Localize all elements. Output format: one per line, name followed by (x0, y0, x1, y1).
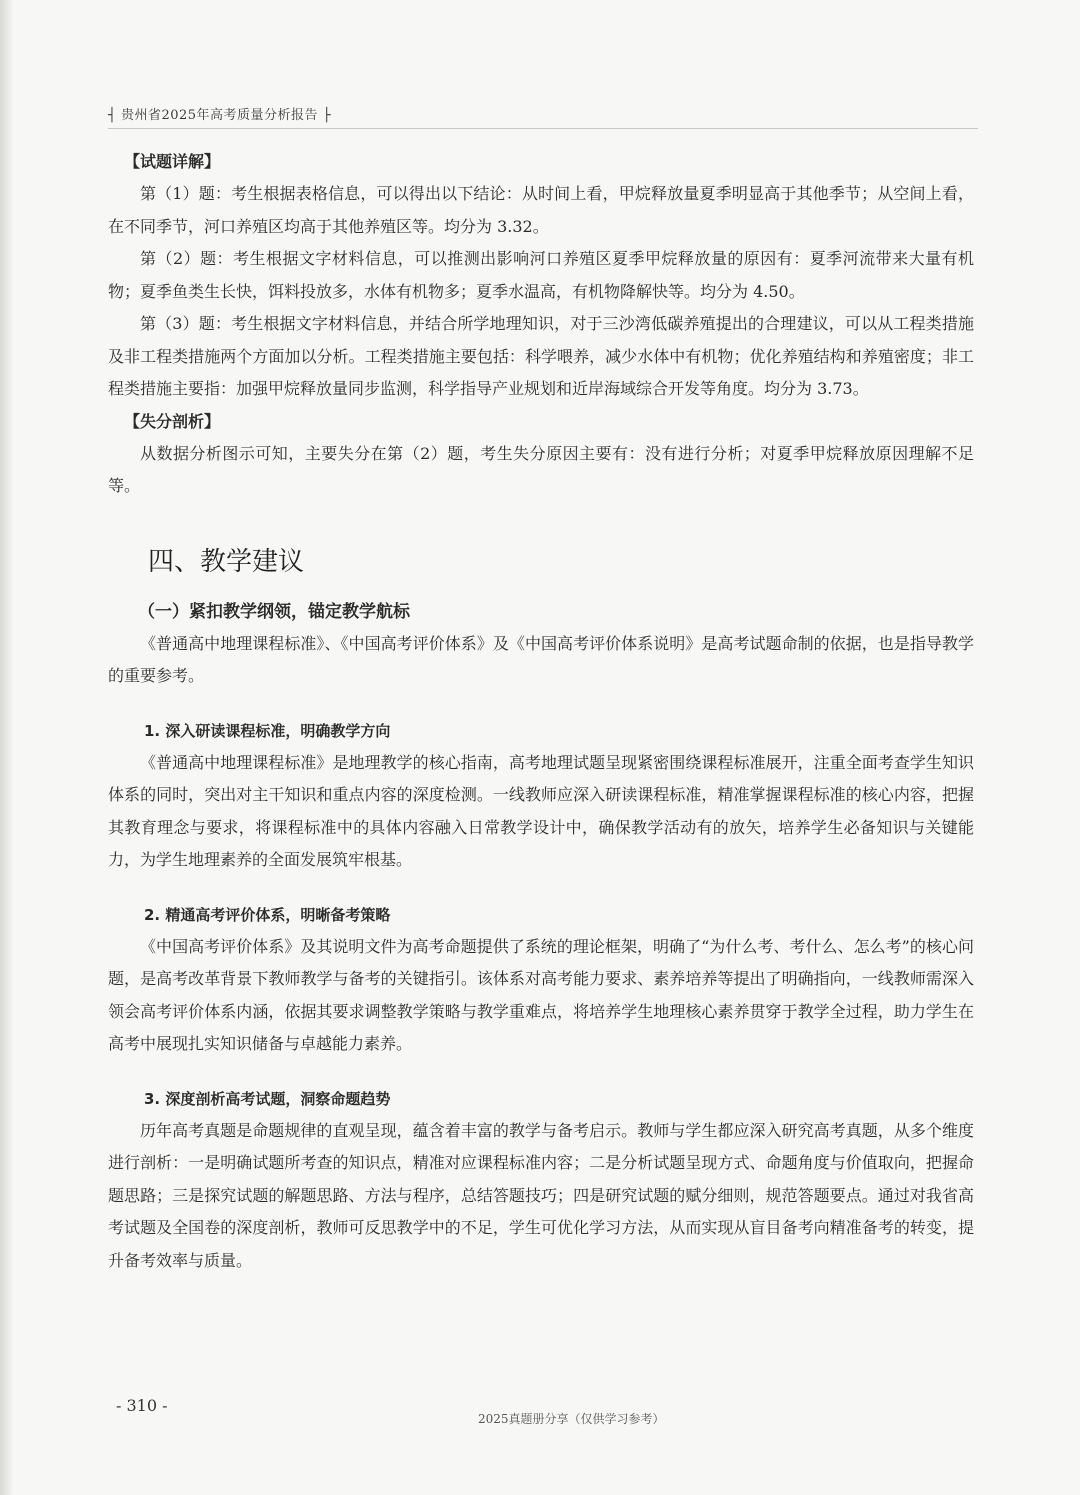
explain-paragraph-2: 第（2）题：考生根据文字材料信息，可以推测出影响河口养殖区夏季甲烷释放量的原因有：夏季河流带来大量有机物；夏季鱼类生长快，饵料投放多，水体有机物多；夏季水温高，有机物降解快等。均分为 4.50。 (108, 249, 974, 301)
footer-note: 2025真题册分享（仅供学习参考） (478, 1412, 665, 1426)
explain-paragraph-1: 第（1）题：考生根据表格信息，可以得出以下结论：从时间上看，甲烷释放量夏季明显高于其他季节；从空间上看，在不同季节，河口养殖区均高于其他养殖区等。均分为 3.32。 (108, 184, 974, 236)
item-text-2: 《中国高考评价体系》及其说明文件为高考命题提供了系统的理论框架，明确了“为什么考、考什么、怎么考”的核心问题，是高考改革背景下教师教学与备考的关键指引。该体系对高考能力要求、素养培养等提出了明确指向，一线教师需深入领会高考评价体系内涵，依据其要求调整教学策略与教学重难点，将培养学生地理核心素养贯穿于教学全过程，助力学生在高考中展现扎实知识储备与卓越能力素养。 (108, 936, 974, 1053)
section-title: 四、教学建议 (148, 546, 305, 577)
page-content (108, 146, 974, 1277)
running-header: ┤ 贵州省2025年高考质量分析报告 ├ (108, 108, 332, 123)
subsection-intro: 《普通高中地理课程标准》、《中国高考评价体系》及《中国高考评价体系说明》是高考试题命制的依据，也是指导教学的重要参考。 (108, 633, 974, 685)
header-rule (108, 128, 978, 129)
page-number: - 310 - (116, 1396, 168, 1415)
item-title-3: 3. 深度剖析高考试题，洞察命题趋势 (144, 1089, 391, 1108)
page-edge-shadow (0, 0, 14, 1495)
loss-paragraph: 从数据分析图示可知，主要失分在第（2）题，考生失分原因主要有：没有进行分析；对夏季甲烷释放原因理解不足等。 (108, 443, 974, 495)
item-text-3: 历年高考真题是命题规律的直观呈现，蕴含着丰富的教学与备考启示。教师与学生都应深入研究高考真题，从多个维度进行剖析：一是明确试题所考查的知识点，精准对应课程标准内容；二是分析试题呈现方式、命题角度与价值取向，把握命题思路；三是探究试题的解题思路、方法与程序，总结答题技巧；四是研究试题的赋分细则，规范答题要点。通过对我省高考试题及全国卷的深度剖析，教师可反思教学中的不足，学生可优化学习方法，从而实现从盲目备考向精准备考的转变，提升备考效率与质量。 (108, 1120, 974, 1270)
item-text-1: 《普通高中地理课程标准》是地理教学的核心指南，高考地理试题呈现紧密围绕课程标准展开，注重全面考查学生知识体系的同时，突出对主干知识和重点内容的深度检测。一线教师应深入研读课程标准，精准掌握课程标准的核心内容，把握其教育理念与要求，将课程标准中的具体内容融入日常教学设计中，确保教学活动有的放矢，培养学生必备知识与关键能力，为学生地理素养的全面发展筑牢根基。 (108, 752, 974, 869)
header-title: 贵州省2025年高考质量分析报告 (120, 108, 319, 123)
explain-paragraph-3: 第（3）题：考生根据文字材料信息，并结合所学地理知识，对于三沙湾低碳养殖提出的合理建议，可以从工程类措施及非工程类措施两个方面加以分析。工程类措施主要包括：科学喂养，减少水体中有机物；优化养殖结构和养殖密度；非工程类措施主要指：加强甲烷释放量同步监测，科学指导产业规划和近岸海域综合开发等角度。均分为 3.73。 (108, 314, 974, 398)
loss-heading: 【失分剖析】 (124, 411, 221, 431)
item-title-2: 2. 精通高考评价体系，明晰备考策略 (144, 905, 391, 924)
explain-heading: 【试题详解】 (124, 152, 221, 171)
item-title-1: 1. 深入研读课程标准，明确教学方向 (144, 721, 391, 740)
subsection-title: （一）紧扣教学纲领，锚定教学航标 (138, 601, 410, 622)
